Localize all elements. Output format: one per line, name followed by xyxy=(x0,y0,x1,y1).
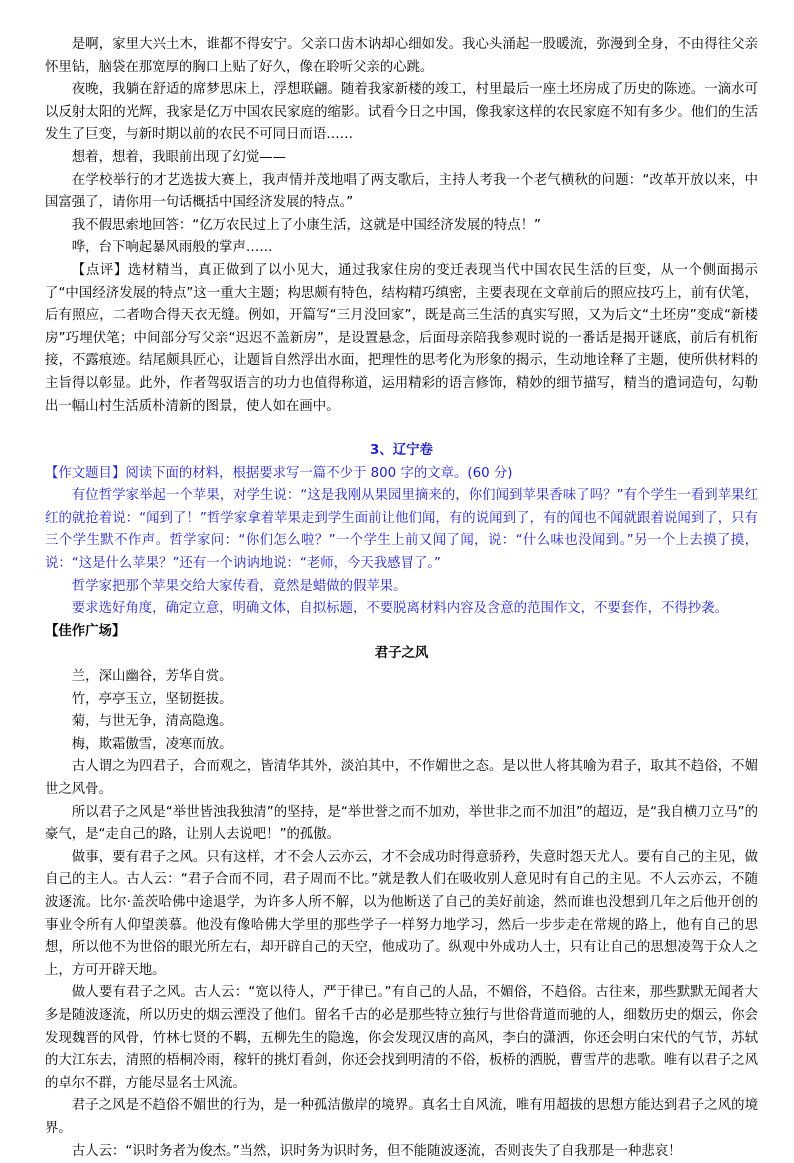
essay-paragraph: 梅，欺霜傲雪，凌寒而放。 xyxy=(45,734,758,757)
essay-paragraph: 兰，深山幽谷，芳华自赏。 xyxy=(45,666,758,689)
document-page xyxy=(45,34,758,1163)
essay-paragraph: 竹，亭亭玉立，坚韧挺拔。 xyxy=(45,689,758,712)
essay-title: 君子之风 xyxy=(45,643,758,666)
commentary-paragraph: 【点评】选材精当，真正做到了以小见大，通过我家住房的变迁表现当代中国农民生活的巨变，从一个侧面揭示了“中国经济发展的特点”这一重大主题；构思颇有特色，结构精巧缜密，主要表现在文章前后的照应技巧上，前有伏笔，后有照应，二者吻合得天衣无缝。例如，开篇写“三月没回家”，既是高三生活的真实写照，又为后文“土坯房”变成“新楼房”巧埋伏笔；中间部分写父亲“迟迟不盖新房”，是设置悬念，后面母亲陪我参观时说的一番话是揭开谜底，前后有机衔接，不露痕迹。结尾颇具匠心，让题旨自然浮出水面，把理性的思考化为形象的揭示，生动地诠释了主题，使所供材料的主旨得以彰显。此外，作者驾驭语言的功力也值得称道，运用精彩的语言修饰，精妙的细节描写，精当的遣词造句，勾勒出一幅山村生活质朴清新的图景，使人如在画中。 xyxy=(45,260,758,418)
paragraph: 夜晚，我躺在舒适的席梦思床上，浮想联翩。随着我家新楼的竣工，村里最后一座土坯房成了历史的陈迹。一滴水可以反射太阳的光辉，我家是亿万中国农民家庭的缩影。试看今日之中国，像我家这样的农民家庭不知有多少。他们的生活发生了巨变，与新时期以前的农民不可同日而语…… xyxy=(45,79,758,147)
essay-paragraph: 古人云：“识时务者为俊杰。”当然，识时务为识时务，但不能随波逐流，否则丧失了自我那是一种悲哀！ xyxy=(45,1141,758,1163)
section-heading: 3、辽宁卷 xyxy=(45,440,758,463)
showcase-label: 【佳作广场】 xyxy=(45,621,758,644)
essay-paragraph: 君子之风是不趋俗不媚世的行为，是一种孤洁傲岸的境界。真名士自风流，唯有用超拔的思想方能达到君子之风的境界。 xyxy=(45,1095,758,1140)
paragraph: 我不假思索地回答：“亿万农民过上了小康生活，这就是中国经济发展的特点！” xyxy=(45,215,758,238)
essay-paragraph: 菊，与世无争，清高隐逸。 xyxy=(45,711,758,734)
essay-paragraph: 所以君子之风是“举世皆浊我独清”的坚持，是“举世誉之而不加劝，举世非之而不加沮”的超迈，是“我自横刀立马”的豪气，是“走自己的路，让别人去说吧！”的孤傲。 xyxy=(45,802,758,847)
essay-prompt: 【作文题目】阅读下面的材料，根据要求写一篇不少于 800 字的文章。(60 分) xyxy=(45,463,758,486)
paragraph: 想着，想着，我眼前出现了幻觉—— xyxy=(45,147,758,170)
paragraph: 哗，台下响起暴风雨般的掌声…… xyxy=(45,237,758,260)
essay-paragraph: 做人要有君子之风。古人云：“宽以待人，严于律已。”有自己的人品，不媚俗，不趋俗。古往来，那些默默无闻者大多是随波逐流，所以历史的烟云湮没了他们。留名千古的必是那些特立独行与世俗背道而驰的人，细数历史的烟云，你会发现魏晋的风骨，竹林七贤的不羁，五柳先生的隐逸，你会发现汉唐的高风，李白的潇洒，你还会明白宋代的气节，苏轼的大江东去，清照的梧桐冷雨，稼轩的挑灯看剑，你还会找到明清的不俗，板桥的洒脱，曹雪芹的悲歌。唯有以君子之风的卓尔不群，方能尽显名士风流。 xyxy=(45,982,758,1095)
spacer xyxy=(45,418,758,440)
prompt-material: 有位哲学家举起一个苹果，对学生说：“这是我刚从果园里摘来的，你们闻到苹果香味了吗？”有个学生一看到苹果红红的就抢着说：“闻到了！”哲学家拿着苹果走到学生面前让他们闻，有的说闻到了，有的闻也不闻就跟着说闻到了，只有三个学生默不作声。哲学家问：“你们怎么啦？”一个学生上前又闻了闻，说：“什么味也没闻到。”另一个上去摸了摸，说：“这是什么苹果？”还有一个讷讷地说：“老师，今天我感冒了。” xyxy=(45,485,758,575)
essay-paragraph: 做事，要有君子之风。只有这样，才不会人云亦云，才不会成功时得意骄矜，失意时怨天尤人。要有自己的主见，做自己的主人。古人云：“君子合而不同，君子周而不比。”就是教人们在吸收别人意见时有自己的主见。不人云亦云，不随波逐流。比尔·盖茨哈佛中途退学，为许多人所不解，以为他断送了自己的美好前途，然而谁也没想到几年之后他开创的事业令所有人仰望羡慕。他没有像哈佛大学里的那些学子一样努力地学习，然后一步步走在常规的路上，他有自己的思想，所以他不为世俗的眼光所左右，却开辟自己的天空，他成功了。纵观中外成功人士，只有让自己的思想凌驾于众人之上，方可开辟天地。 xyxy=(45,847,758,983)
prompt-material: 哲学家把那个苹果交给大家传看，竟然是蜡做的假苹果。 xyxy=(45,576,758,599)
essay-paragraph: 古人谓之为四君子，合而观之，皆清华其外，淡泊其中，不作媚世之态。是以世人将其喻为君子，取其不趋俗，不媚世之风骨。 xyxy=(45,756,758,801)
paragraph: 在学校举行的才艺选拔大赛上，我声情并茂地唱了两支歌后，主持人考我一个老气横秋的问题：“改革开放以来，中国富强了，请你用一句话概括中国经济发展的特点。” xyxy=(45,170,758,215)
paragraph: 是啊，家里大兴土木，谁都不得安宁。父亲口齿木讷却心细如发。我心头涌起一股暖流，弥漫到全身，不由得往父亲怀里钻，脑袋在那宽厚的胸口上贴了好久，像在聆听父亲的心跳。 xyxy=(45,34,758,79)
prompt-requirements: 要求选好角度，确定立意，明确文体，自拟标题，不要脱离材料内容及含意的范围作文，不要套作，不得抄袭。 xyxy=(45,598,758,621)
